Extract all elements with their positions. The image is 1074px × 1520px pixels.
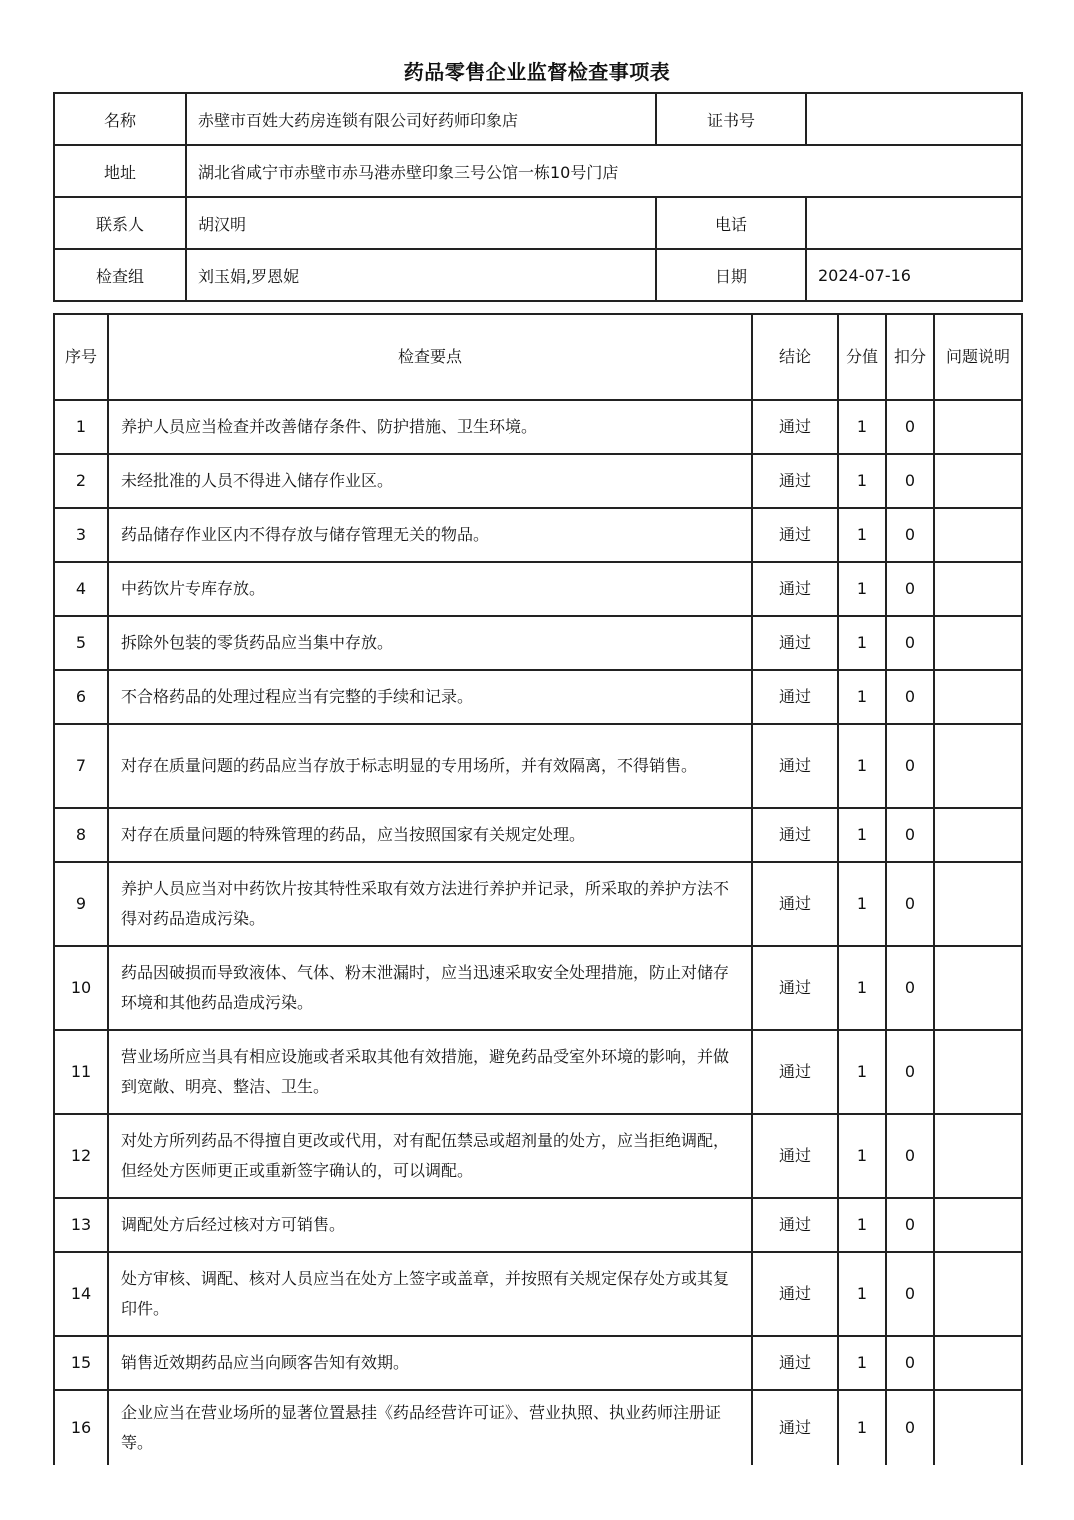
checklist-table	[53, 313, 1023, 1465]
cell-point: 拆除外包装的零货药品应当集中存放。	[108, 616, 752, 670]
table-row	[54, 1336, 1022, 1390]
table-row	[54, 1252, 1022, 1336]
cell-score: 1	[838, 724, 886, 808]
table-row	[54, 400, 1022, 454]
cell-index: 15	[54, 1336, 108, 1390]
cell-result: 通过	[752, 1114, 838, 1198]
cell-point: 药品储存作业区内不得存放与储存管理无关的物品。	[108, 508, 752, 562]
header-deduct: 扣分	[886, 314, 934, 400]
cell-index: 14	[54, 1252, 108, 1336]
cell-note	[934, 1336, 1022, 1390]
cell-point: 不合格药品的处理过程应当有完整的手续和记录。	[108, 670, 752, 724]
cell-score: 1	[838, 946, 886, 1030]
cell-note	[934, 508, 1022, 562]
cell-score: 1	[838, 1390, 886, 1465]
cell-point: 中药饮片专库存放。	[108, 562, 752, 616]
table-row	[54, 1114, 1022, 1198]
cell-index: 5	[54, 616, 108, 670]
cell-result: 通过	[752, 724, 838, 808]
table-row	[54, 616, 1022, 670]
cell-deduct: 0	[886, 724, 934, 808]
contact-label: 联系人	[54, 197, 186, 249]
cell-score: 1	[838, 616, 886, 670]
header-score: 分值	[838, 314, 886, 400]
address-value: 湖北省咸宁市赤壁市赤马港赤壁印象三号公馆一栋10号门店	[186, 145, 1022, 197]
cert-value	[806, 93, 1022, 145]
cell-index: 6	[54, 670, 108, 724]
cell-point: 对存在质量问题的药品应当存放于标志明显的专用场所，并有效隔离，不得销售。	[108, 724, 752, 808]
date-value: 2024-07-16	[806, 249, 1022, 301]
cell-score: 1	[838, 1198, 886, 1252]
cell-result: 通过	[752, 946, 838, 1030]
table-row	[54, 1030, 1022, 1114]
cell-score: 1	[838, 862, 886, 946]
cell-note	[934, 670, 1022, 724]
cell-note	[934, 616, 1022, 670]
name-label: 名称	[54, 93, 186, 145]
page-title: 药品零售企业监督检查事项表	[403, 60, 671, 84]
cell-result: 通过	[752, 454, 838, 508]
cell-score: 1	[838, 670, 886, 724]
cell-point: 养护人员应当对中药饮片按其特性采取有效方法进行养护并记录，所采取的养护方法不得对药品造成污染。	[108, 862, 752, 946]
cell-note	[934, 1198, 1022, 1252]
cell-deduct: 0	[886, 1336, 934, 1390]
cell-note	[934, 724, 1022, 808]
cell-deduct: 0	[886, 508, 934, 562]
cell-index: 7	[54, 724, 108, 808]
info-row-name	[54, 93, 1022, 145]
cell-point: 处方审核、调配、核对人员应当在处方上签字或盖章，并按照有关规定保存处方或其复印件。	[108, 1252, 752, 1336]
address-label: 地址	[54, 145, 186, 197]
name-value: 赤壁市百姓大药房连锁有限公司好药师印象店	[186, 93, 656, 145]
phone-value	[806, 197, 1022, 249]
cell-note	[934, 1252, 1022, 1336]
cell-index: 3	[54, 508, 108, 562]
cell-deduct: 0	[886, 670, 934, 724]
cell-result: 通过	[752, 562, 838, 616]
cell-deduct: 0	[886, 400, 934, 454]
cell-note	[934, 1114, 1022, 1198]
cell-point: 养护人员应当检查并改善储存条件、防护措施、卫生环境。	[108, 400, 752, 454]
cell-score: 1	[838, 1030, 886, 1114]
cell-deduct: 0	[886, 862, 934, 946]
cell-deduct: 0	[886, 1252, 934, 1336]
cell-note	[934, 454, 1022, 508]
cell-index: 13	[54, 1198, 108, 1252]
group-value: 刘玉娟,罗恩妮	[186, 249, 656, 301]
info-row-group	[54, 249, 1022, 301]
cell-index: 12	[54, 1114, 108, 1198]
header-result: 结论	[752, 314, 838, 400]
cell-deduct: 0	[886, 1390, 934, 1465]
cell-result: 通过	[752, 1252, 838, 1336]
cell-index: 4	[54, 562, 108, 616]
cell-note	[934, 808, 1022, 862]
cell-point: 销售近效期药品应当向顾客告知有效期。	[108, 1336, 752, 1390]
table-row	[54, 562, 1022, 616]
cell-score: 1	[838, 1336, 886, 1390]
cell-point: 对处方所列药品不得擅自更改或代用，对有配伍禁忌或超剂量的处方，应当拒绝调配，但经处方医师更正或重新签字确认的，可以调配。	[108, 1114, 752, 1198]
cell-result: 通过	[752, 508, 838, 562]
phone-label: 电话	[656, 197, 806, 249]
cell-point: 调配处方后经过核对方可销售。	[108, 1198, 752, 1252]
cell-index: 10	[54, 946, 108, 1030]
cell-deduct: 0	[886, 808, 934, 862]
cell-deduct: 0	[886, 454, 934, 508]
cell-note	[934, 862, 1022, 946]
cell-result: 通过	[752, 670, 838, 724]
cert-label: 证书号	[656, 93, 806, 145]
table-row	[54, 508, 1022, 562]
cell-deduct: 0	[886, 1198, 934, 1252]
cell-result: 通过	[752, 862, 838, 946]
cell-note	[934, 1030, 1022, 1114]
cell-index: 1	[54, 400, 108, 454]
group-label: 检查组	[54, 249, 186, 301]
table-row	[54, 724, 1022, 808]
cell-score: 1	[838, 562, 886, 616]
cell-result: 通过	[752, 1198, 838, 1252]
header-index: 序号	[54, 314, 108, 400]
cell-note	[934, 562, 1022, 616]
cell-deduct: 0	[886, 562, 934, 616]
cell-index: 8	[54, 808, 108, 862]
date-label: 日期	[656, 249, 806, 301]
cell-score: 1	[838, 508, 886, 562]
cell-point: 未经批准的人员不得进入储存作业区。	[108, 454, 752, 508]
checklist-header-row	[54, 314, 1022, 400]
cell-score: 1	[838, 454, 886, 508]
cell-result: 通过	[752, 1336, 838, 1390]
table-row	[54, 1390, 1022, 1465]
header-note: 问题说明	[934, 314, 1022, 400]
info-row-address	[54, 145, 1022, 197]
cell-index: 9	[54, 862, 108, 946]
cell-score: 1	[838, 1114, 886, 1198]
table-row	[54, 946, 1022, 1030]
contact-value: 胡汉明	[186, 197, 656, 249]
info-row-contact	[54, 197, 1022, 249]
cell-index: 16	[54, 1390, 108, 1465]
header-point: 检查要点	[108, 314, 752, 400]
cell-result: 通过	[752, 1030, 838, 1114]
cell-score: 1	[838, 400, 886, 454]
cell-deduct: 0	[886, 946, 934, 1030]
cell-index: 2	[54, 454, 108, 508]
table-row	[54, 670, 1022, 724]
cell-point: 营业场所应当具有相应设施或者采取其他有效措施，避免药品受室外环境的影响，并做到宽敞、明亮、整洁、卫生。	[108, 1030, 752, 1114]
cell-deduct: 0	[886, 616, 934, 670]
cell-result: 通过	[752, 1390, 838, 1465]
cell-result: 通过	[752, 400, 838, 454]
cell-result: 通过	[752, 616, 838, 670]
cell-note	[934, 1390, 1022, 1465]
table-row	[54, 454, 1022, 508]
cell-point: 企业应当在营业场所的显著位置悬挂《药品经营许可证》、营业执照、执业药师注册证等。	[108, 1390, 752, 1465]
table-row	[54, 808, 1022, 862]
cell-deduct: 0	[886, 1114, 934, 1198]
cell-score: 1	[838, 1252, 886, 1336]
cell-note	[934, 400, 1022, 454]
table-row	[54, 862, 1022, 946]
cell-index: 11	[54, 1030, 108, 1114]
cell-point: 对存在质量问题的特殊管理的药品，应当按照国家有关规定处理。	[108, 808, 752, 862]
cell-deduct: 0	[886, 1030, 934, 1114]
cell-score: 1	[838, 808, 886, 862]
info-table	[53, 92, 1023, 302]
cell-point: 药品因破损而导致液体、气体、粉末泄漏时，应当迅速采取安全处理措施，防止对储存环境和其他药品造成污染。	[108, 946, 752, 1030]
cell-note	[934, 946, 1022, 1030]
cell-result: 通过	[752, 808, 838, 862]
table-row	[54, 1198, 1022, 1252]
